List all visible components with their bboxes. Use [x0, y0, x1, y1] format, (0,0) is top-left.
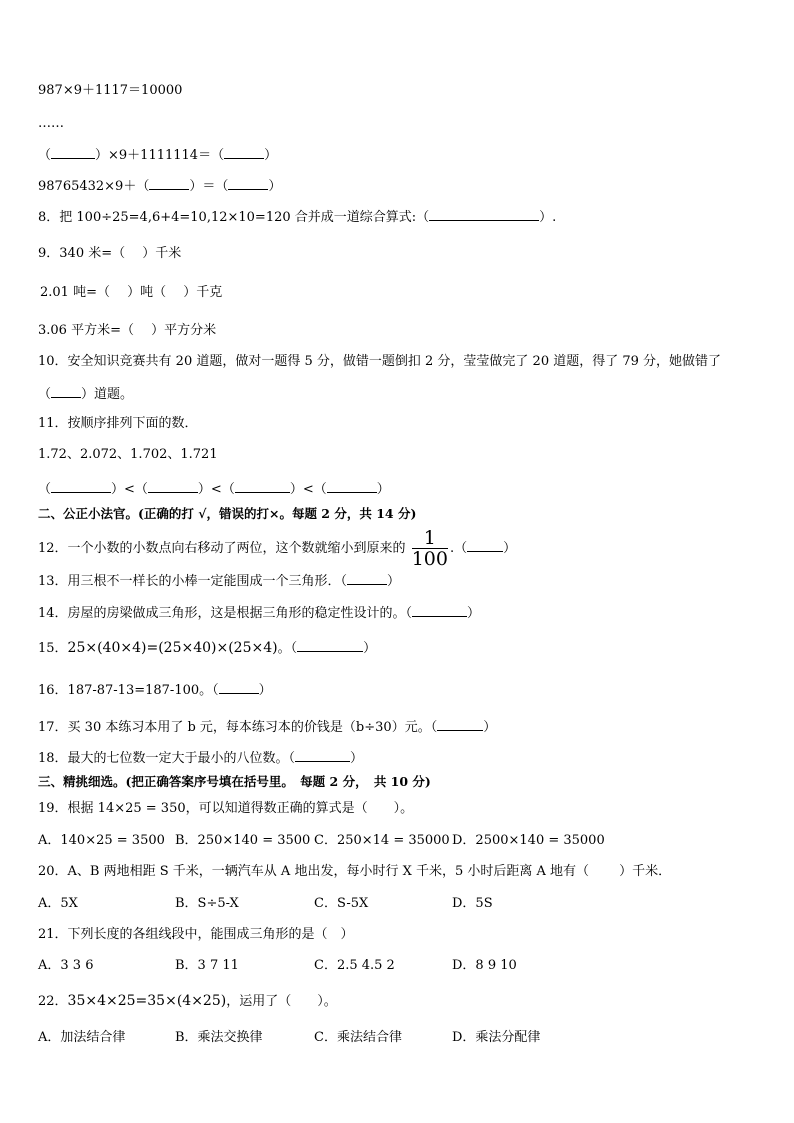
fraction-numerator: 1	[412, 528, 448, 549]
option-c[interactable]: C．乘法结合律	[314, 1030, 402, 1045]
option-a[interactable]: A．5X	[38, 896, 78, 911]
pattern-line-2: 98765432×9＋（ ）＝（ ）	[38, 176, 281, 196]
question-12: 12．一个小数的小数点向右移动了两位，这个数就缩小到原来的 $\frac{1}{100}$ .（ ）	[38, 527, 517, 570]
number-list: 1.72、2.072、1.702、1.721	[38, 447, 218, 462]
option-b[interactable]: B．乘法交换律	[175, 1030, 263, 1045]
option-b[interactable]: B．3 7 11	[175, 958, 239, 973]
question-10-line-1: 10．安全知识竞赛共有 20 道题，做对一题得 5 分，做错一题倒扣 2 分，莹莹做完了 20 道题，得了 79 分，她做错了	[38, 354, 722, 369]
question-9-line-3: 3.06 平方米=（ ）平方分米	[38, 323, 217, 338]
question-22-stem: 22．35×4×25=35×(4×25)，运用了（ ）。	[38, 993, 337, 1009]
answer-blank[interactable]	[295, 748, 350, 762]
question-15: 15．25×(40×4)=(25×40)×(25×4)。（ ）	[38, 640, 377, 656]
pattern-line-1: （ ）×9＋1111114＝（ ）	[38, 145, 277, 165]
section-3-heading: 三、精挑细选。(把正确答案序号填在括号里。 每题 2 分， 共 10 分)	[38, 774, 431, 789]
ellipsis-line: ……	[38, 116, 64, 131]
option-d[interactable]: D．5S	[452, 896, 493, 911]
fraction-denominator: 100	[411, 548, 448, 570]
question-21-stem: 21．下列长度的各组线段中，能围成三角形的是（ ）	[38, 927, 354, 942]
fraction	[412, 528, 448, 569]
answer-blank[interactable]	[224, 145, 264, 159]
answer-blank[interactable]	[327, 479, 377, 493]
answer-blank[interactable]	[51, 384, 81, 398]
answer-blank[interactable]	[297, 638, 363, 652]
answer-blank[interactable]	[51, 479, 111, 493]
option-a[interactable]: A．加法结合律	[38, 1030, 126, 1045]
answer-blank[interactable]	[148, 479, 198, 493]
answer-blank[interactable]	[437, 717, 483, 731]
question-13: 13．用三根不一样长的小棒一定能围成一个三角形．（ ）	[38, 571, 400, 591]
answer-blank[interactable]	[412, 603, 467, 617]
answer-blank[interactable]	[149, 176, 189, 190]
answer-blank[interactable]	[347, 571, 387, 585]
option-b[interactable]: B．250×140 = 3500	[175, 833, 311, 848]
option-a[interactable]: A．140×25 = 3500	[38, 833, 165, 848]
question-20-stem: 20．A、B 两地相距 S 千米，一辆汽车从 A 地出发，每小时行 X 千米，5 小时后距离 A 地有（ ）千米．	[38, 864, 672, 879]
option-d[interactable]: D．2500×140 = 35000	[452, 833, 605, 848]
option-b[interactable]: B．S÷5-X	[175, 896, 239, 911]
option-c[interactable]: C．250×14 = 35000	[314, 833, 450, 848]
option-c[interactable]: C．2.5 4.5 2	[314, 958, 395, 973]
question-16: 16．187-87-13=187-100。（ ）	[38, 680, 272, 700]
math-expression: 35×4×25=35×(4×25)	[67, 993, 227, 1009]
answer-blank[interactable]	[228, 176, 268, 190]
answer-blank[interactable]	[219, 680, 259, 694]
question-9-line-2: 2.01 吨=（ ）吨（ ）千克	[40, 285, 223, 300]
equation-line: 987×9＋1117＝10000	[38, 83, 183, 98]
answer-blank[interactable]	[51, 145, 95, 159]
answer-blank[interactable]	[467, 538, 503, 552]
option-c[interactable]: C．S-5X	[314, 896, 369, 911]
math-expression: 25×(40×4)=(25×40)×(25×4)	[67, 640, 278, 656]
option-d[interactable]: D．8 9 10	[452, 958, 517, 973]
question-18: 18．最大的七位数一定大于最小的八位数。（ ）	[38, 748, 363, 768]
ordering-blanks: （ ）<（ ）<（ ）<（ ）	[38, 479, 390, 499]
question-8: 8．把 100÷25=4,6+4=10,12×10=120 合并成一道综合算式:（ ）.	[38, 207, 556, 227]
question-17: 17．买 30 本练习本用了 b 元，每本练习本的价钱是（b÷30）元。（ ）	[38, 717, 496, 737]
question-9-line-1: 9．340 米=（ ）千米	[38, 246, 182, 261]
question-14: 14．房屋的房梁做成三角形，这是根据三角形的稳定性设计的。（ ）	[38, 603, 480, 623]
answer-blank[interactable]	[235, 479, 290, 493]
option-a[interactable]: A．3 3 6	[38, 958, 94, 973]
question-11-line-1: 11．按顺序排列下面的数．	[38, 416, 198, 431]
option-d[interactable]: D．乘法分配律	[452, 1030, 541, 1045]
question-10-line-2: （ ）道题。	[38, 384, 133, 404]
question-19-stem: 19．根据 14×25 = 350，可以知道得数正确的算式是（ ）。	[38, 801, 414, 816]
answer-blank[interactable]	[429, 207, 539, 221]
section-2-heading: 二、公正小法官。(正确的打 √，错误的打×。每题 2 分，共 14 分)	[38, 506, 417, 521]
